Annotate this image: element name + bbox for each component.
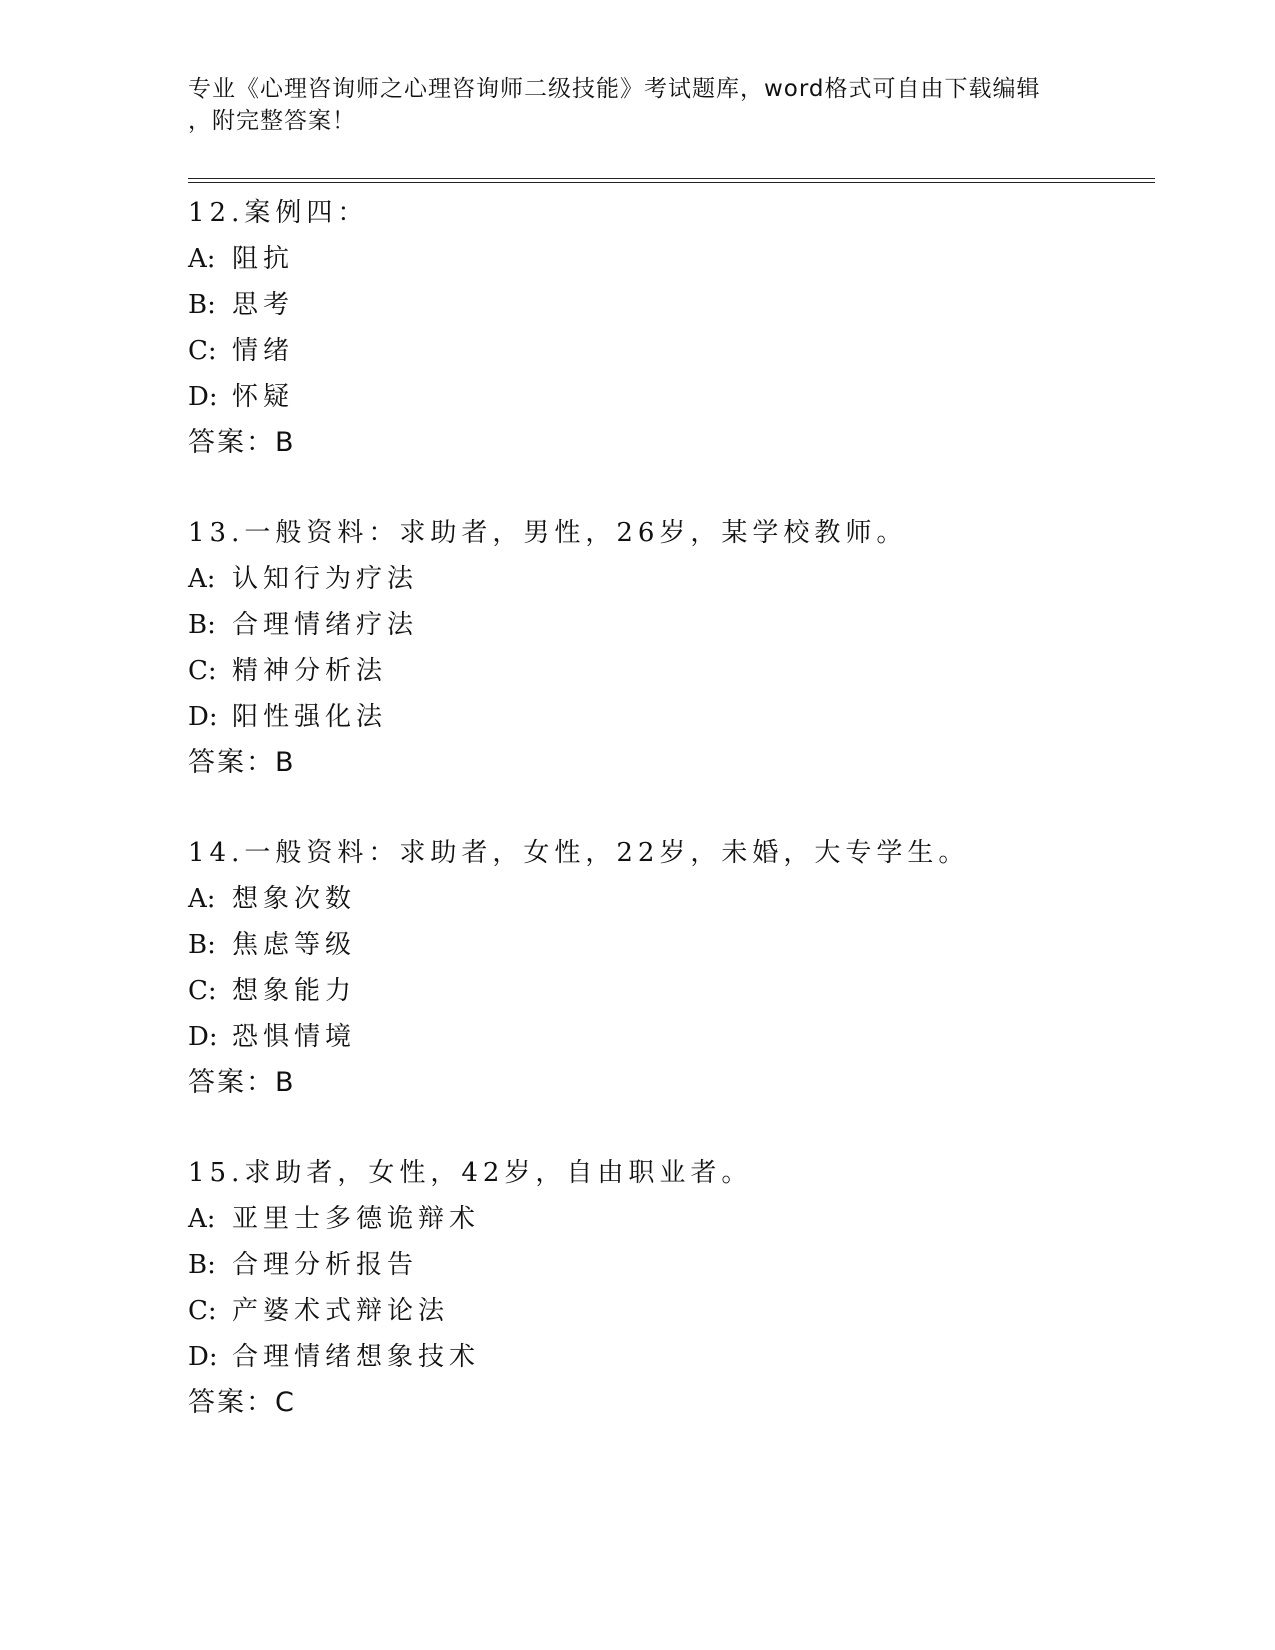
option-text: 阻抗 [232, 244, 295, 274]
answer-line: 答案：B [188, 427, 296, 458]
option-text: 认知行为疗法 [232, 564, 419, 594]
option-text: 合理情绪疗法 [232, 610, 419, 640]
header-line-2: ，附完整答案！ [188, 108, 356, 134]
header-divider [188, 178, 1155, 183]
option-letter: B: [188, 610, 216, 640]
answer-line: 答案：C [188, 1387, 296, 1418]
option-text: 阳性强化法 [232, 702, 388, 732]
option-d [188, 1014, 1148, 1060]
option-a [188, 876, 1148, 922]
option-c [188, 1288, 1148, 1334]
document-header [188, 73, 1088, 137]
option-d [188, 1334, 1148, 1380]
option-letter: D: [188, 1022, 218, 1052]
option-b [188, 282, 1148, 328]
option-letter: C: [188, 336, 217, 366]
option-text: 想象次数 [232, 884, 357, 914]
question-list [188, 190, 1148, 1470]
option-a [188, 1196, 1148, 1242]
question-12 [188, 190, 1148, 466]
option-d [188, 694, 1148, 740]
option-d [188, 374, 1148, 420]
option-text: 产婆术式辩论法 [232, 1296, 450, 1326]
answer-line: 答案：B [188, 747, 296, 778]
option-text: 精神分析法 [232, 656, 388, 686]
question-title: 15.求助者，女性，42岁，自由职业者。 [188, 1158, 753, 1188]
option-letter: C: [188, 1296, 217, 1326]
option-b [188, 1242, 1148, 1288]
option-letter: D: [188, 1342, 218, 1372]
option-letter: A: [188, 244, 216, 274]
option-c [188, 968, 1148, 1014]
option-letter: B: [188, 290, 216, 320]
question-15 [188, 1150, 1148, 1426]
question-title: 12.案例四： [188, 198, 369, 228]
question-title: 13.一般资料：求助者，男性，26岁，某学校教师。 [188, 518, 908, 548]
option-c [188, 328, 1148, 374]
option-letter: A: [188, 564, 216, 594]
option-c [188, 648, 1148, 694]
option-letter: B: [188, 930, 216, 960]
option-letter: A: [188, 1204, 216, 1234]
option-text: 情绪 [232, 336, 295, 366]
option-text: 怀疑 [232, 382, 295, 412]
question-title: 14.一般资料：求助者，女性，22岁，未婚，大专学生。 [188, 838, 970, 868]
option-b [188, 602, 1148, 648]
option-text: 恐惧情境 [232, 1022, 357, 1052]
option-letter: A: [188, 884, 216, 914]
option-letter: C: [188, 656, 217, 686]
option-letter: D: [188, 702, 218, 732]
option-letter: D: [188, 382, 218, 412]
header-line-1: 专业《心理咨询师之心理咨询师二级技能》考试题库，word格式可自由下载编辑 [188, 76, 1041, 102]
option-a [188, 236, 1148, 282]
option-letter: B: [188, 1250, 216, 1280]
option-text: 想象能力 [232, 976, 357, 1006]
option-text: 亚里士多德诡辩术 [232, 1204, 481, 1234]
option-text: 合理情绪想象技术 [232, 1342, 481, 1372]
option-text: 合理分析报告 [232, 1250, 419, 1280]
option-text: 焦虑等级 [232, 930, 357, 960]
answer-line: 答案：B [188, 1067, 296, 1098]
option-text: 思考 [232, 290, 295, 320]
option-letter: C: [188, 976, 217, 1006]
option-b [188, 922, 1148, 968]
question-13 [188, 510, 1148, 786]
option-a [188, 556, 1148, 602]
question-14 [188, 830, 1148, 1106]
